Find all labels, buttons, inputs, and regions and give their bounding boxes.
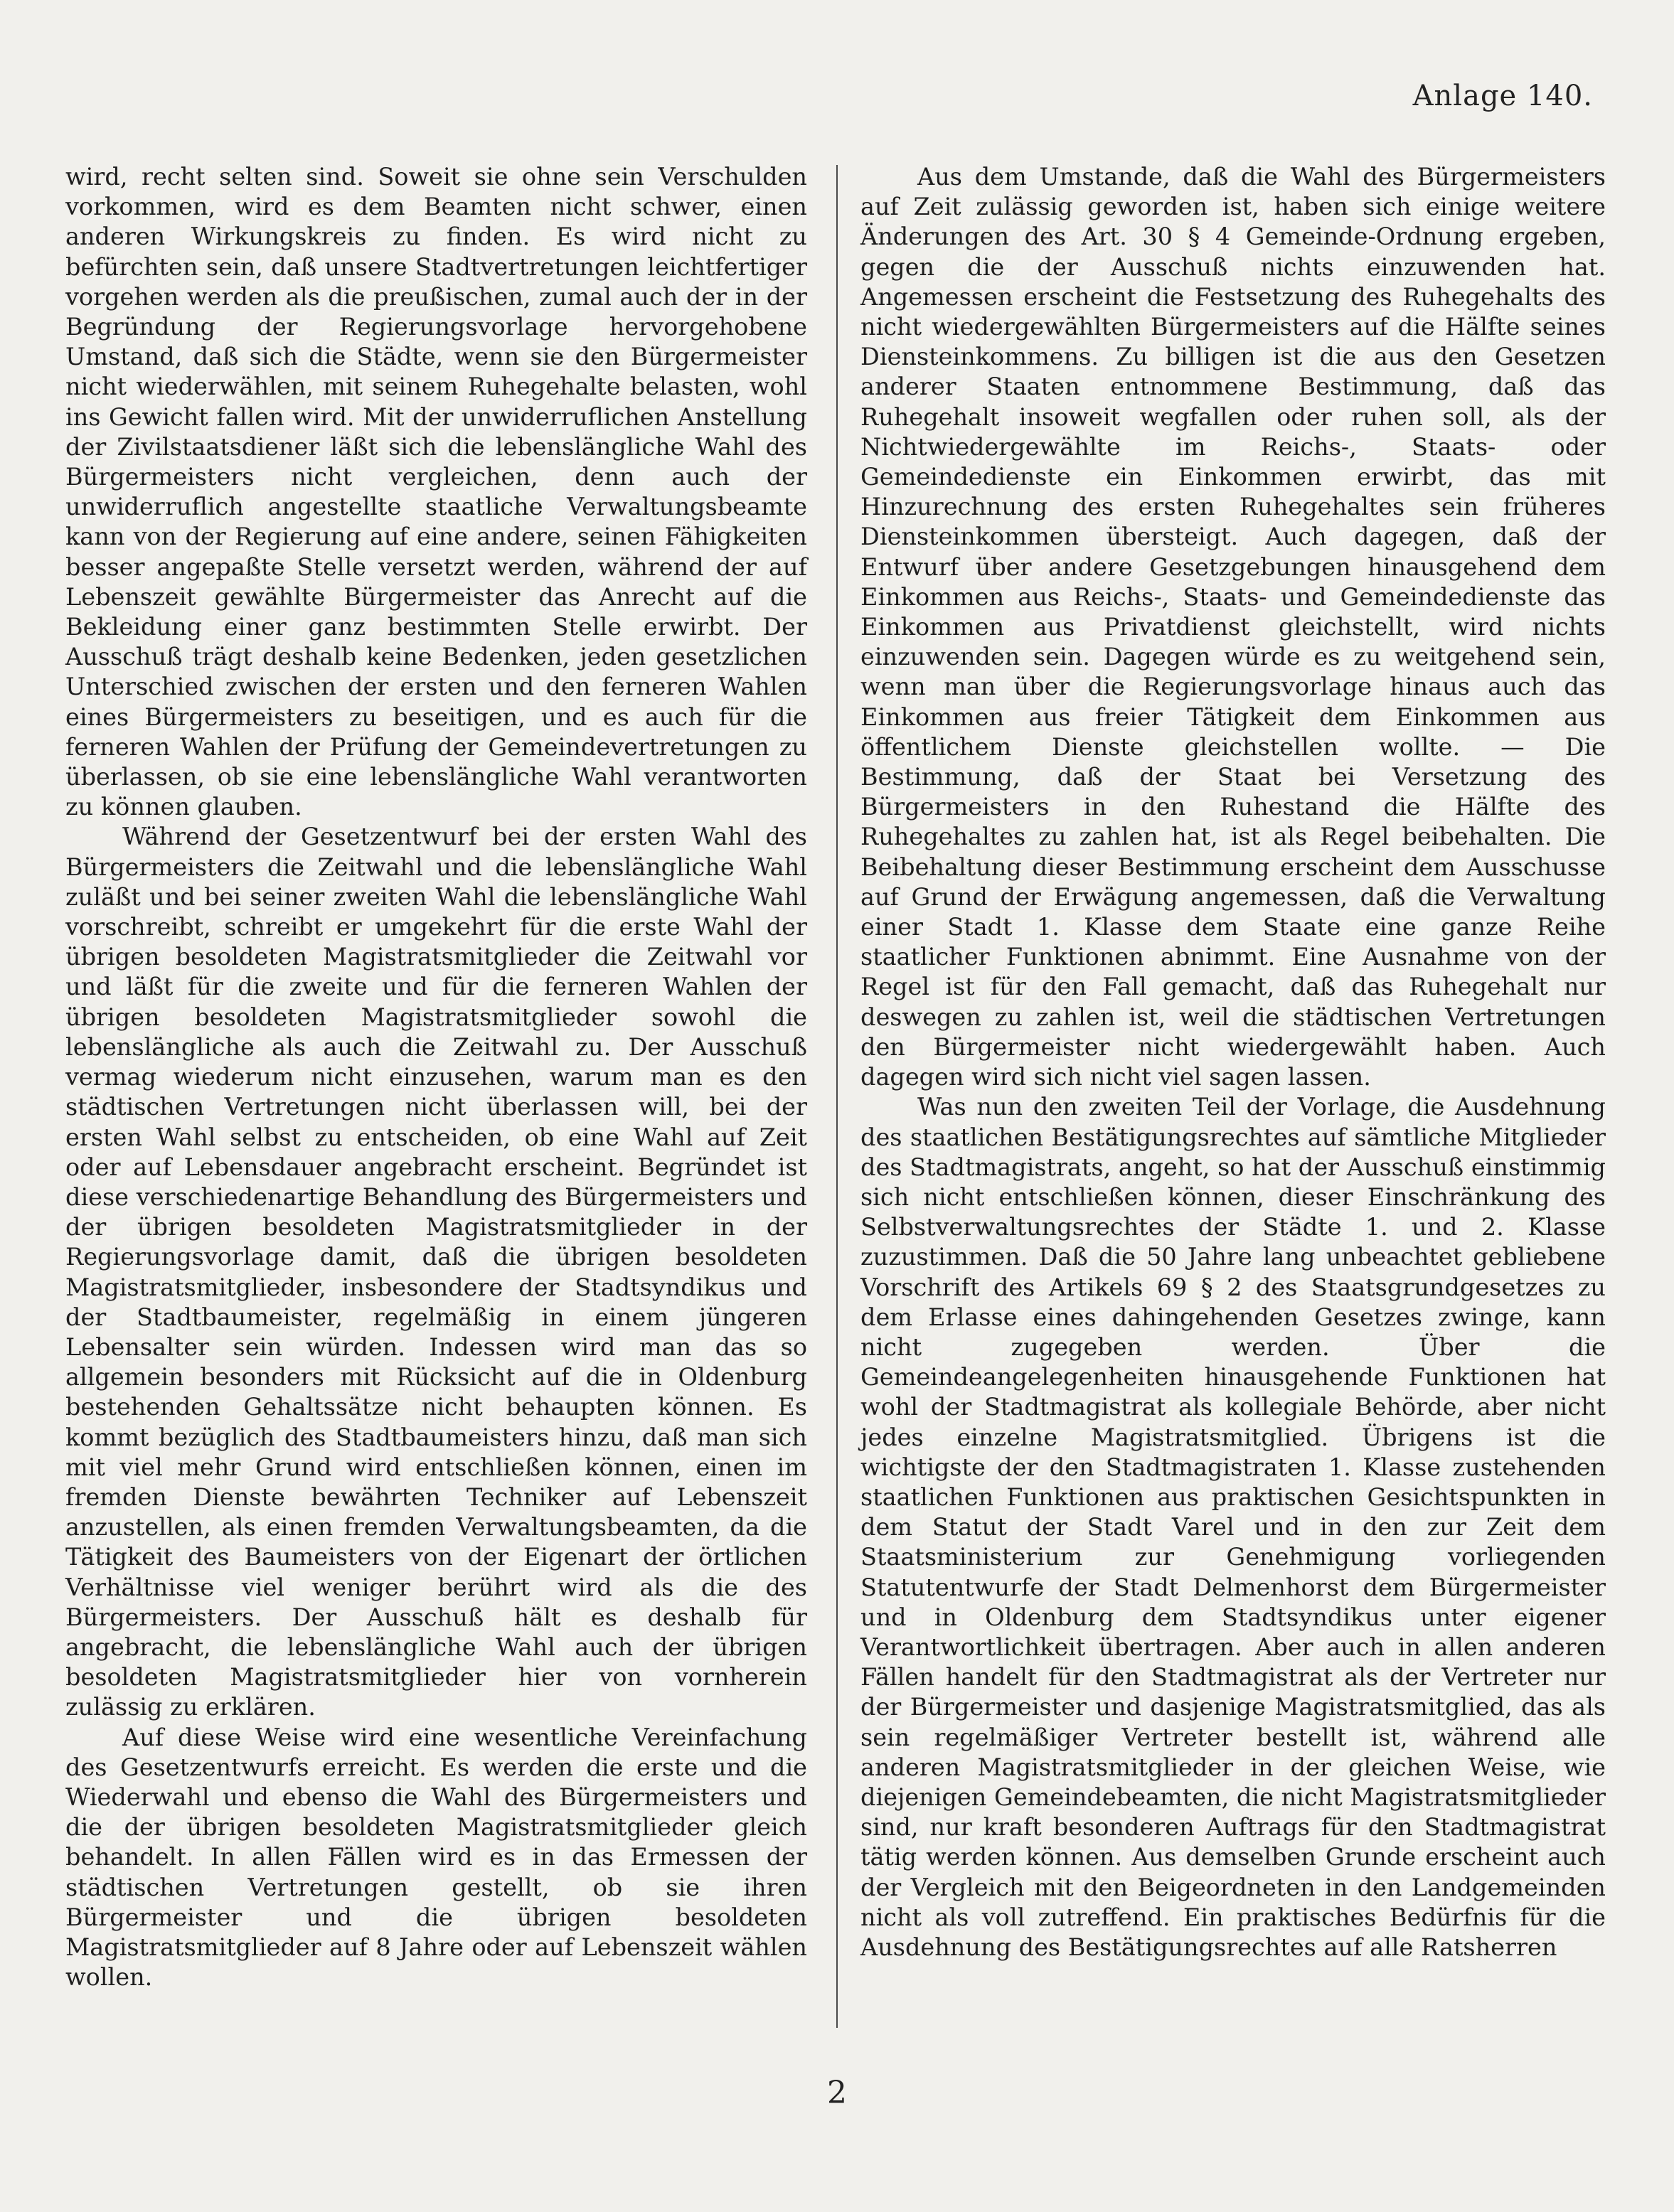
column-divider [836,165,838,2028]
left-paragraph-2: Während der Gesetzentwurf bei der ersten Wahl des Bürgermeisters die Zeitwahl und die lebenslängliche Wahl zuläßt und bei seiner zweiten Wahl die lebenslängliche Wahl vorschreibt, schreibt er umgekehrt für die erste Wahl der übrigen besoldeten Magistratsmitglieder die Zeitwahl vor und läßt für die zweite und für die ferneren Wahlen der übrigen besoldeten Magistratsmitglieder sowohl die lebenslängliche als auch die Zeitwahl zu. Der Ausschuß vermag wiederum nicht einzusehen, warum man es den städtischen Vertretungen nicht überlassen will, bei der ersten Wahl selbst zu entscheiden, ob eine Wahl auf Zeit oder auf Lebensdauer angebracht erscheint. Begründet ist diese verschiedenartige Behandlung des Bürgermeisters und der übrigen besoldeten Magistratsmitglieder in der Regierungsvorlage damit, daß die übrigen besoldeten Magistratsmitglieder, insbesondere der Stadtsyndikus und der Stadtbaumeister, regelmäßig in einem jüngeren Lebensalter sein würden. Indessen wird man das so allgemein besonders mit Rücksicht auf die in Oldenburg bestehenden Gehaltssätze nicht behaupten können. Es kommt bezüglich des Stadtbaumeisters hinzu, daß man sich mit viel mehr Grund wird entschließen können, einen im fremden Dienste bewährten Techniker auf Lebenszeit anzustellen, als einen fremden Verwaltungsbeamten, da die Tätigkeit des Baumeisters von der Eigenart der örtlichen Verhältnisse viel weniger berührt wird als die des Bürgermeisters. Der Ausschuß hält es deshalb für angebracht, die lebenslängliche Wahl auch der übrigen besoldeten Magistratsmitglieder hier von vornherein zulässig zu erklären. [65,823,807,1721]
right-paragraph-1: Aus dem Umstande, daß die Wahl des Bürgermeisters auf Zeit zulässig geworden ist, haben sich einige weitere Änderungen des Art. 30 § 4 Gemeinde-Ordnung ergeben, gegen die der Ausschuß nichts einzuwenden hat. Angemessen erscheint die Festsetzung des Ruhegehalts des nicht wiedergewählten Bürgermeisters auf die Hälfte seines Diensteinkommens. Zu billigen ist die aus den Gesetzen anderer Staaten entnommene Bestimmung, daß das Ruhegehalt insoweit wegfallen oder ruhen soll, als der Nichtwiedergewählte im Reichs-, Staats- oder Gemeindedienste ein Einkommen erwirbt, das mit Hinzurechnung des ersten Ruhegehaltes sein früheres Diensteinkommen übersteigt. Auch dagegen, daß der Entwurf über andere Gesetzgebungen hinausgehend dem Einkommen aus Reichs-, Staats- und Gemeindedienste das Einkommen aus Privatdienst gleichstellt, wird nichts einzuwenden sein. Dagegen würde es zu weitgehend sein, wenn man über die Regierungsvorlage hinaus auch das Einkommen aus freier Tätigkeit dem Einkommen aus öffentlichem Dienste gleichstellen wollte. — Die Bestimmung, daß der Staat bei Versetzung des Bürgermeisters in den Ruhestand die Hälfte des Ruhegehaltes zu zahlen hat, ist als Regel beibehalten. Die Beibehaltung dieser Bestimmung erscheint dem Ausschusse auf Grund der Erwägung angemessen, daß die Verwaltung einer Stadt 1. Klasse dem Staate eine ganze Reihe staatlicher Funktionen abnimmt. Eine Ausnahme von der Regel ist für den Fall gemacht, daß das Ruhegehalt nur deswegen zu zahlen ist, weil die städtischen Vertretungen den Bürgermeister nicht wiedergewählt haben. Auch dagegen wird sich nicht viel sagen lassen. [860,163,1606,1091]
left-paragraph-3: Auf diese Weise wird eine wesentliche Vereinfachung des Gesetzentwurfs erreicht. Es werden die erste und die Wiederwahl und ebenso die Wahl des Bürgermeisters und die der übrigen besoldeten Magistratsmitglieder gleich behandelt. In allen Fällen wird es in das Ermessen der städtischen Vertretungen gestellt, ob sie ihren Bürgermeister und die übrigen besoldeten Magistratsmitglieder auf 8 Jahre oder auf Lebenszeit wählen wollen. [65,1723,807,1992]
left-paragraph-1: wird, recht selten sind. Soweit sie ohne sein Verschulden vorkommen, wird es dem Beamten nicht schwer, einen anderen Wirkungskreis zu finden. Es wird nicht zu befürchten sein, daß unsere Stadtvertretungen leichtfertiger vorgehen werden als die preußischen, zumal auch der in der Begründung der Regierungsvorlage hervorgehobene Umstand, daß sich die Städte, wenn sie den Bürgermeister nicht wiederwählen, mit seinem Ruhegehalte belasten, wohl ins Gewicht fallen wird. Mit der unwiderruflichen Anstellung der Zivilstaatsdiener läßt sich die lebenslängliche Wahl des Bürgermeisters nicht vergleichen, denn auch der unwiderruflich angestellte staatliche Verwaltungsbeamte kann von der Regierung auf eine andere, seinen Fähigkeiten besser angepaßte Stelle versetzt werden, während der auf Lebenszeit gewählte Bürgermeister das Anrecht auf die Bekleidung einer ganz bestimmten Stelle erwirbt. Der Ausschuß trägt deshalb keine Bedenken, jeden gesetzlichen Unterschied zwischen der ersten und den ferneren Wahlen eines Bürgermeisters zu beseitigen, und es auch für die ferneren Wahlen der Prüfung der Gemeindevertretungen zu überlassen, ob sie eine lebenslängliche Wahl verantworten zu können glauben. [65,163,807,821]
right-column [860,162,1606,1962]
appendix-label: Anlage 140. [1412,80,1593,112]
left-column [65,162,807,1992]
right-paragraph-2: Was nun den zweiten Teil der Vorlage, die Ausdehnung des staatlichen Bestätigungsrechtes auf sämtliche Mitglieder des Stadtmagistrats, angeht, so hat der Ausschuß einstimmig sich nicht entschließen können, dieser Einschränkung des Selbstverwaltungsrechtes der Städte 1. und 2. Klasse zuzustimmen. Daß die 50 Jahre lang unbeachtet gebliebene Vorschrift des Artikels 69 § 2 des Staatsgrundgesetzes zu dem Erlasse eines dahingehenden Gesetzes zwinge, kann nicht zugegeben werden. Über die Gemeindeangelegenheiten hinausgehende Funktionen hat wohl der Stadtmagistrat als kollegiale Behörde, aber nicht jedes einzelne Magistratsmitglied. Übrigens ist die wichtigste der den Stadtmagistraten 1. Klasse zustehenden staatlichen Funktionen aus praktischen Gesichtspunkten in dem Statut der Stadt Varel und in den zur Zeit dem Staatsministerium zur Genehmigung vorliegenden Statutentwurfe der Stadt Delmenhorst dem Bürgermeister und in Oldenburg dem Stadtsyndikus unter eigener Verantwortlichkeit übertragen. Aber auch in allen anderen Fällen handelt für den Stadtmagistrat als der Vertreter nur der Bürgermeister und dasjenige Magistratsmitglied, das als sein regelmäßiger Vertreter bestellt ist, während alle anderen Magistratsmitglieder in der gleichen Weise, wie diejenigen Gemeindebeamten, die nicht Magistratsmitglieder sind, nur kraft besonderen Auftrags für den Stadtmagistrat tätig werden können. Aus demselben Grunde erscheint auch der Vergleich mit den Beigeordneten in den Landgemeinden nicht als voll zutreffend. Ein praktisches Bedürfnis für die Ausdehnung des Bestätigungsrechtes auf alle Ratsherren [860,1093,1606,1961]
page-number: 2 [827,2075,847,2111]
